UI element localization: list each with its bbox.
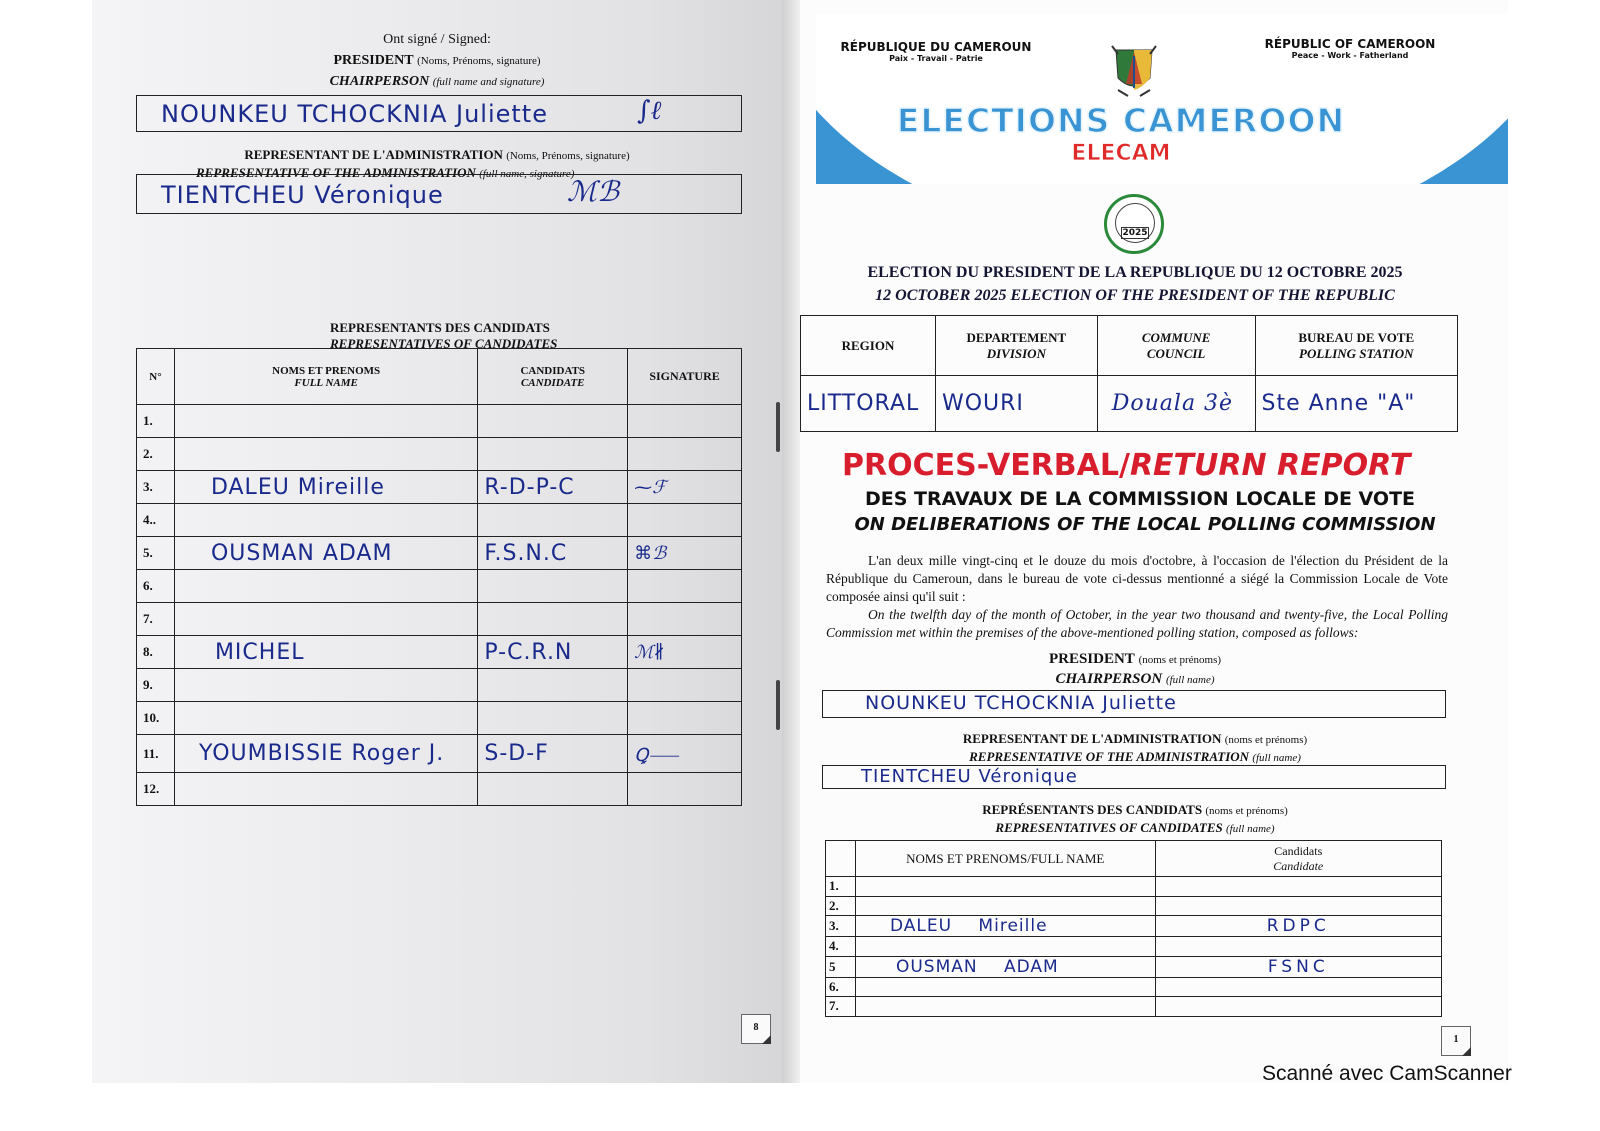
election-title-en: 12 OCTOBER 2025 ELECTION OF THE PRESIDENT OF THE REPUBLIC: [875, 287, 1395, 304]
row-no: 5.: [137, 537, 175, 570]
header-candidate: [478, 349, 628, 405]
row-candidate[interactable]: [478, 504, 628, 537]
left-president-field[interactable]: [136, 95, 742, 132]
row-signature-icon[interactable]: Ꝗ⸺: [628, 735, 742, 773]
row-candidate[interactable]: [478, 570, 628, 603]
row-no: 2.: [826, 896, 856, 916]
report-title: [842, 448, 1410, 483]
label-note: (full name): [1165, 674, 1215, 686]
table-row: [137, 603, 742, 636]
row-name[interactable]: [174, 570, 477, 603]
header-fr: DEPARTEMENT: [966, 329, 1067, 345]
header-name: [174, 349, 477, 405]
admin-signature-icon: ℳℬ: [567, 175, 619, 208]
president-signature-icon: ∫ℓ: [637, 96, 662, 126]
row-no: 7.: [137, 603, 175, 636]
election-title-fr: ELECTION DU PRESIDENT DE LA REPUBLIQUE DU 12 OCTOBRE 2025: [867, 264, 1403, 281]
country-fr: [836, 40, 1036, 63]
header-no: [826, 841, 856, 877]
table-row: [137, 471, 742, 504]
left-reps-table: [136, 348, 742, 806]
row-signature[interactable]: [628, 405, 742, 438]
header-cand-fr: Candidats: [1274, 843, 1323, 858]
row-name[interactable]: [174, 405, 477, 438]
report-title-fr: PROCES-VERBAL/: [842, 448, 1130, 483]
label-fr: PRESIDENT: [333, 53, 414, 68]
header-fr: BUREAU DE VOTE: [1298, 329, 1415, 345]
table-row: [137, 702, 742, 735]
row-name[interactable]: [855, 877, 1155, 897]
row-no: 5: [826, 956, 856, 977]
row-candidate[interactable]: [478, 405, 628, 438]
row-candidate[interactable]: [1155, 937, 1441, 957]
row-name[interactable]: OUSMAN ADAM: [174, 537, 477, 570]
left-chairperson-label: [92, 74, 782, 90]
table-row: [137, 570, 742, 603]
reps-title-fr: REPRESENTANTS DES CANDIDATS: [330, 320, 550, 335]
subtitle-en: ON DELIBERATIONS OF THE LOCAL POLLING COMMISSION: [854, 514, 1436, 535]
row-signature[interactable]: [628, 570, 742, 603]
staple-top: [776, 402, 780, 452]
table-row: [137, 504, 742, 537]
row-signature[interactable]: [628, 603, 742, 636]
country-en-name: RÉPUBLIC OF CAMEROON: [1264, 37, 1436, 51]
row-no: 7.: [826, 997, 856, 1017]
admin-name: TIENTCHEU Véronique: [861, 766, 1078, 787]
row-name[interactable]: [855, 997, 1155, 1017]
row-candidate[interactable]: S-D-F: [478, 735, 628, 773]
label-note: (full name): [1252, 752, 1301, 764]
table-row: [826, 916, 1442, 937]
row-candidate[interactable]: R-D-P-C: [478, 471, 628, 504]
table-row: [826, 997, 1442, 1017]
table-row: [826, 877, 1442, 897]
right-admin-label-en: [800, 749, 1470, 765]
table-header-row: [826, 841, 1442, 877]
header-fr: REGION: [841, 337, 895, 353]
table-row: [137, 636, 742, 669]
row-candidate[interactable]: F.S.N.C: [478, 537, 628, 570]
label-note: (full name): [1226, 823, 1275, 835]
table-row: [137, 537, 742, 570]
right-admin-field[interactable]: [822, 765, 1446, 789]
table-row: [137, 773, 742, 806]
right-admin-label: [800, 731, 1470, 747]
row-name[interactable]: [855, 937, 1155, 957]
row-no: 3.: [826, 916, 856, 937]
row-candidate[interactable]: [1155, 997, 1441, 1017]
header-cand-fr: CANDIDATS: [520, 364, 586, 377]
row-candidate[interactable]: [478, 669, 628, 702]
reps-title-en: REPRESENTATIVES OF CANDIDATES: [330, 336, 558, 351]
label-note: (full name, signature): [479, 168, 575, 180]
location-table: [800, 315, 1458, 432]
header-name-fr: NOMS ET PRENOMS: [272, 364, 381, 377]
motto-en: Peace - Work - Fatherland: [1291, 51, 1409, 60]
row-candidate[interactable]: [478, 603, 628, 636]
table-row: [137, 405, 742, 438]
location-values-row: [801, 376, 1458, 432]
row-candidate[interactable]: [478, 702, 628, 735]
header-en: COUNCIL: [1146, 345, 1206, 361]
header-no: N°: [137, 349, 175, 405]
table-row: [137, 735, 742, 773]
admin-name: TIENTCHEU Véronique: [161, 181, 444, 209]
row-signature-icon[interactable]: ⌘ℬ: [628, 537, 742, 570]
row-no: 8.: [137, 636, 175, 669]
country-en: [1250, 37, 1450, 60]
reps-title-fr: REPRÉSENTANTS DES CANDIDATS: [982, 802, 1203, 817]
table-header-row: [137, 349, 742, 405]
label-note: (noms et prénoms): [1224, 734, 1308, 746]
president-name: NOUNKEU TCHOCKNIA Juliette: [161, 100, 548, 128]
label-en: REPRESENTATIVE OF THE ADMINISTRATION: [969, 749, 1250, 764]
row-no: 11.: [137, 735, 175, 773]
row-no: 1.: [826, 877, 856, 897]
header-region: [801, 316, 936, 376]
right-president-label: [800, 651, 1470, 668]
label-note: (noms et prénoms): [1138, 654, 1222, 666]
header-cand-en: CANDIDATE: [520, 376, 585, 389]
header-en: POLLING STATION: [1299, 345, 1414, 361]
row-name[interactable]: DALEU Mireille: [855, 916, 1155, 937]
row-signature[interactable]: [628, 504, 742, 537]
label-en: REPRESENTATIVE OF THE ADMINISTRATION: [196, 165, 476, 180]
row-name[interactable]: [855, 977, 1155, 997]
row-no: 1.: [137, 405, 175, 438]
row-no: 10.: [137, 702, 175, 735]
cameroon-coat-of-arms-icon: [1110, 44, 1158, 98]
row-signature[interactable]: [628, 438, 742, 471]
label-note: (Noms, Prénoms, signature): [506, 150, 630, 162]
report-title-en: RETURN REPORT: [1129, 448, 1411, 483]
header-polling-station: [1255, 316, 1457, 376]
subtitle-fr: DES TRAVAUX DE LA COMMISSION LOCALE DE VOTE: [864, 488, 1416, 510]
row-candidate[interactable]: [1155, 896, 1441, 916]
row-no: 6.: [826, 977, 856, 997]
page-number-left: 8: [741, 1014, 771, 1044]
label-fr: REPRESENTANT DE L'ADMINISTRATION: [244, 147, 503, 162]
motto-fr: Paix - Travail - Patrie: [889, 54, 983, 63]
row-candidate[interactable]: [478, 773, 628, 806]
org-name: ELECTIONS CAMEROON: [896, 101, 1346, 140]
president-name: NOUNKEU TCHOCKNIA Juliette: [865, 692, 1177, 714]
row-candidate[interactable]: [478, 438, 628, 471]
polling-station-value[interactable]: Ste Anne "A": [1255, 376, 1457, 432]
row-name[interactable]: DALEU Mireille: [174, 471, 477, 504]
row-no: 12.: [137, 773, 175, 806]
row-candidate[interactable]: [1155, 977, 1441, 997]
division-value[interactable]: WOURI: [935, 376, 1097, 432]
country-fr-name: RÉPUBLIQUE DU CAMEROUN: [840, 40, 1032, 54]
camscanner-watermark: Scanné avec CamScanner: [1262, 1062, 1512, 1085]
signed-heading: Ont signé / Signed:: [383, 32, 491, 47]
row-name[interactable]: [174, 773, 477, 806]
header-name: NOMS ET PRENOMS/FULL NAME: [855, 841, 1155, 877]
row-candidate[interactable]: RDPC: [1155, 916, 1441, 937]
row-signature-icon[interactable]: ℳ∦: [628, 636, 742, 669]
right-reps-table: [825, 840, 1442, 1017]
row-name[interactable]: [174, 504, 477, 537]
table-row: [137, 669, 742, 702]
council-value[interactable]: Douala 3è: [1097, 376, 1255, 432]
org-acronym: ELECAM: [1071, 141, 1171, 166]
region-value[interactable]: LITTORAL: [801, 376, 936, 432]
label-en: CHAIRPERSON: [329, 74, 430, 89]
location-header-row: [801, 316, 1458, 376]
left-admin-field[interactable]: [136, 174, 742, 214]
intro-paragraph-fr: L'an deux mille vingt-cinq et le douze du mois d'octobre, à l'occasion de l'élection du Président de la République du Cameroun, dans le bureau de vote ci-dessus mentionné a siégé la Commission Locale de Vote composée ainsi qu'il suit :: [826, 553, 1448, 604]
label-note: (full name and signature): [432, 76, 545, 88]
row-no: 6.: [137, 570, 175, 603]
row-name[interactable]: [855, 896, 1155, 916]
row-candidate[interactable]: P-C.R.N: [478, 636, 628, 669]
row-name[interactable]: [174, 603, 477, 636]
seal-year: 2025: [1122, 228, 1148, 238]
row-no: 4.: [826, 937, 856, 957]
row-name[interactable]: [174, 438, 477, 471]
election-seal-icon: [1104, 194, 1164, 254]
header-fr: COMMUNE: [1141, 329, 1211, 345]
row-no: 4..: [137, 504, 175, 537]
table-row: [137, 438, 742, 471]
row-candidate[interactable]: [1155, 877, 1441, 897]
row-signature[interactable]: [628, 702, 742, 735]
book-gutter: [782, 0, 800, 1083]
label-note: (Noms, Prénoms, signature): [417, 55, 541, 67]
right-reps-title-en: [800, 820, 1470, 836]
row-no: 9.: [137, 669, 175, 702]
page-number-right: 1: [1441, 1026, 1471, 1056]
right-chairperson-label: [800, 671, 1470, 688]
header-division: [935, 316, 1097, 376]
row-name[interactable]: YOUMBISSIE Roger J.: [174, 735, 477, 773]
row-name[interactable]: OUSMAN ADAM: [855, 956, 1155, 977]
row-no: 2.: [137, 438, 175, 471]
row-name[interactable]: [174, 702, 477, 735]
table-row: [826, 956, 1442, 977]
row-signature[interactable]: [628, 773, 742, 806]
reps-title-en: REPRESENTATIVES OF CANDIDATES: [995, 820, 1223, 835]
intro-paragraph-en: On the twelfth day of the month of October, in the year two thousand and twenty-five, the Local Polling Commission met within the premises of the above-mentioned polling station, composed as follows:: [826, 607, 1448, 640]
label-fr: PRESIDENT: [1048, 651, 1135, 667]
row-candidate[interactable]: FSNC: [1155, 956, 1441, 977]
left-admin-label: [92, 147, 782, 163]
row-signature-icon[interactable]: ⁓ℱ: [628, 471, 742, 504]
table-row: [826, 937, 1442, 957]
header-cand-en: Candidate: [1273, 858, 1324, 873]
right-president-field[interactable]: [822, 690, 1446, 718]
table-row: [826, 896, 1442, 916]
label-note: (noms et prénoms): [1205, 805, 1288, 817]
label-en: CHAIRPERSON: [1055, 671, 1163, 687]
header-name-en: FULL NAME: [294, 376, 358, 389]
row-name[interactable]: MICHEL: [174, 636, 477, 669]
header-en: DIVISION: [986, 345, 1046, 361]
right-reps-title: [800, 802, 1470, 818]
staple-bottom: [776, 680, 780, 730]
header-signature: SIGNATURE: [628, 349, 742, 405]
row-signature[interactable]: [628, 669, 742, 702]
left-president-label: [92, 53, 782, 69]
label-fr: REPRESENTANT DE L'ADMINISTRATION: [962, 731, 1222, 746]
table-row: [826, 977, 1442, 997]
header-council: [1097, 316, 1255, 376]
row-name[interactable]: [174, 669, 477, 702]
row-no: 3.: [137, 471, 175, 504]
header-candidate: [1155, 841, 1441, 877]
